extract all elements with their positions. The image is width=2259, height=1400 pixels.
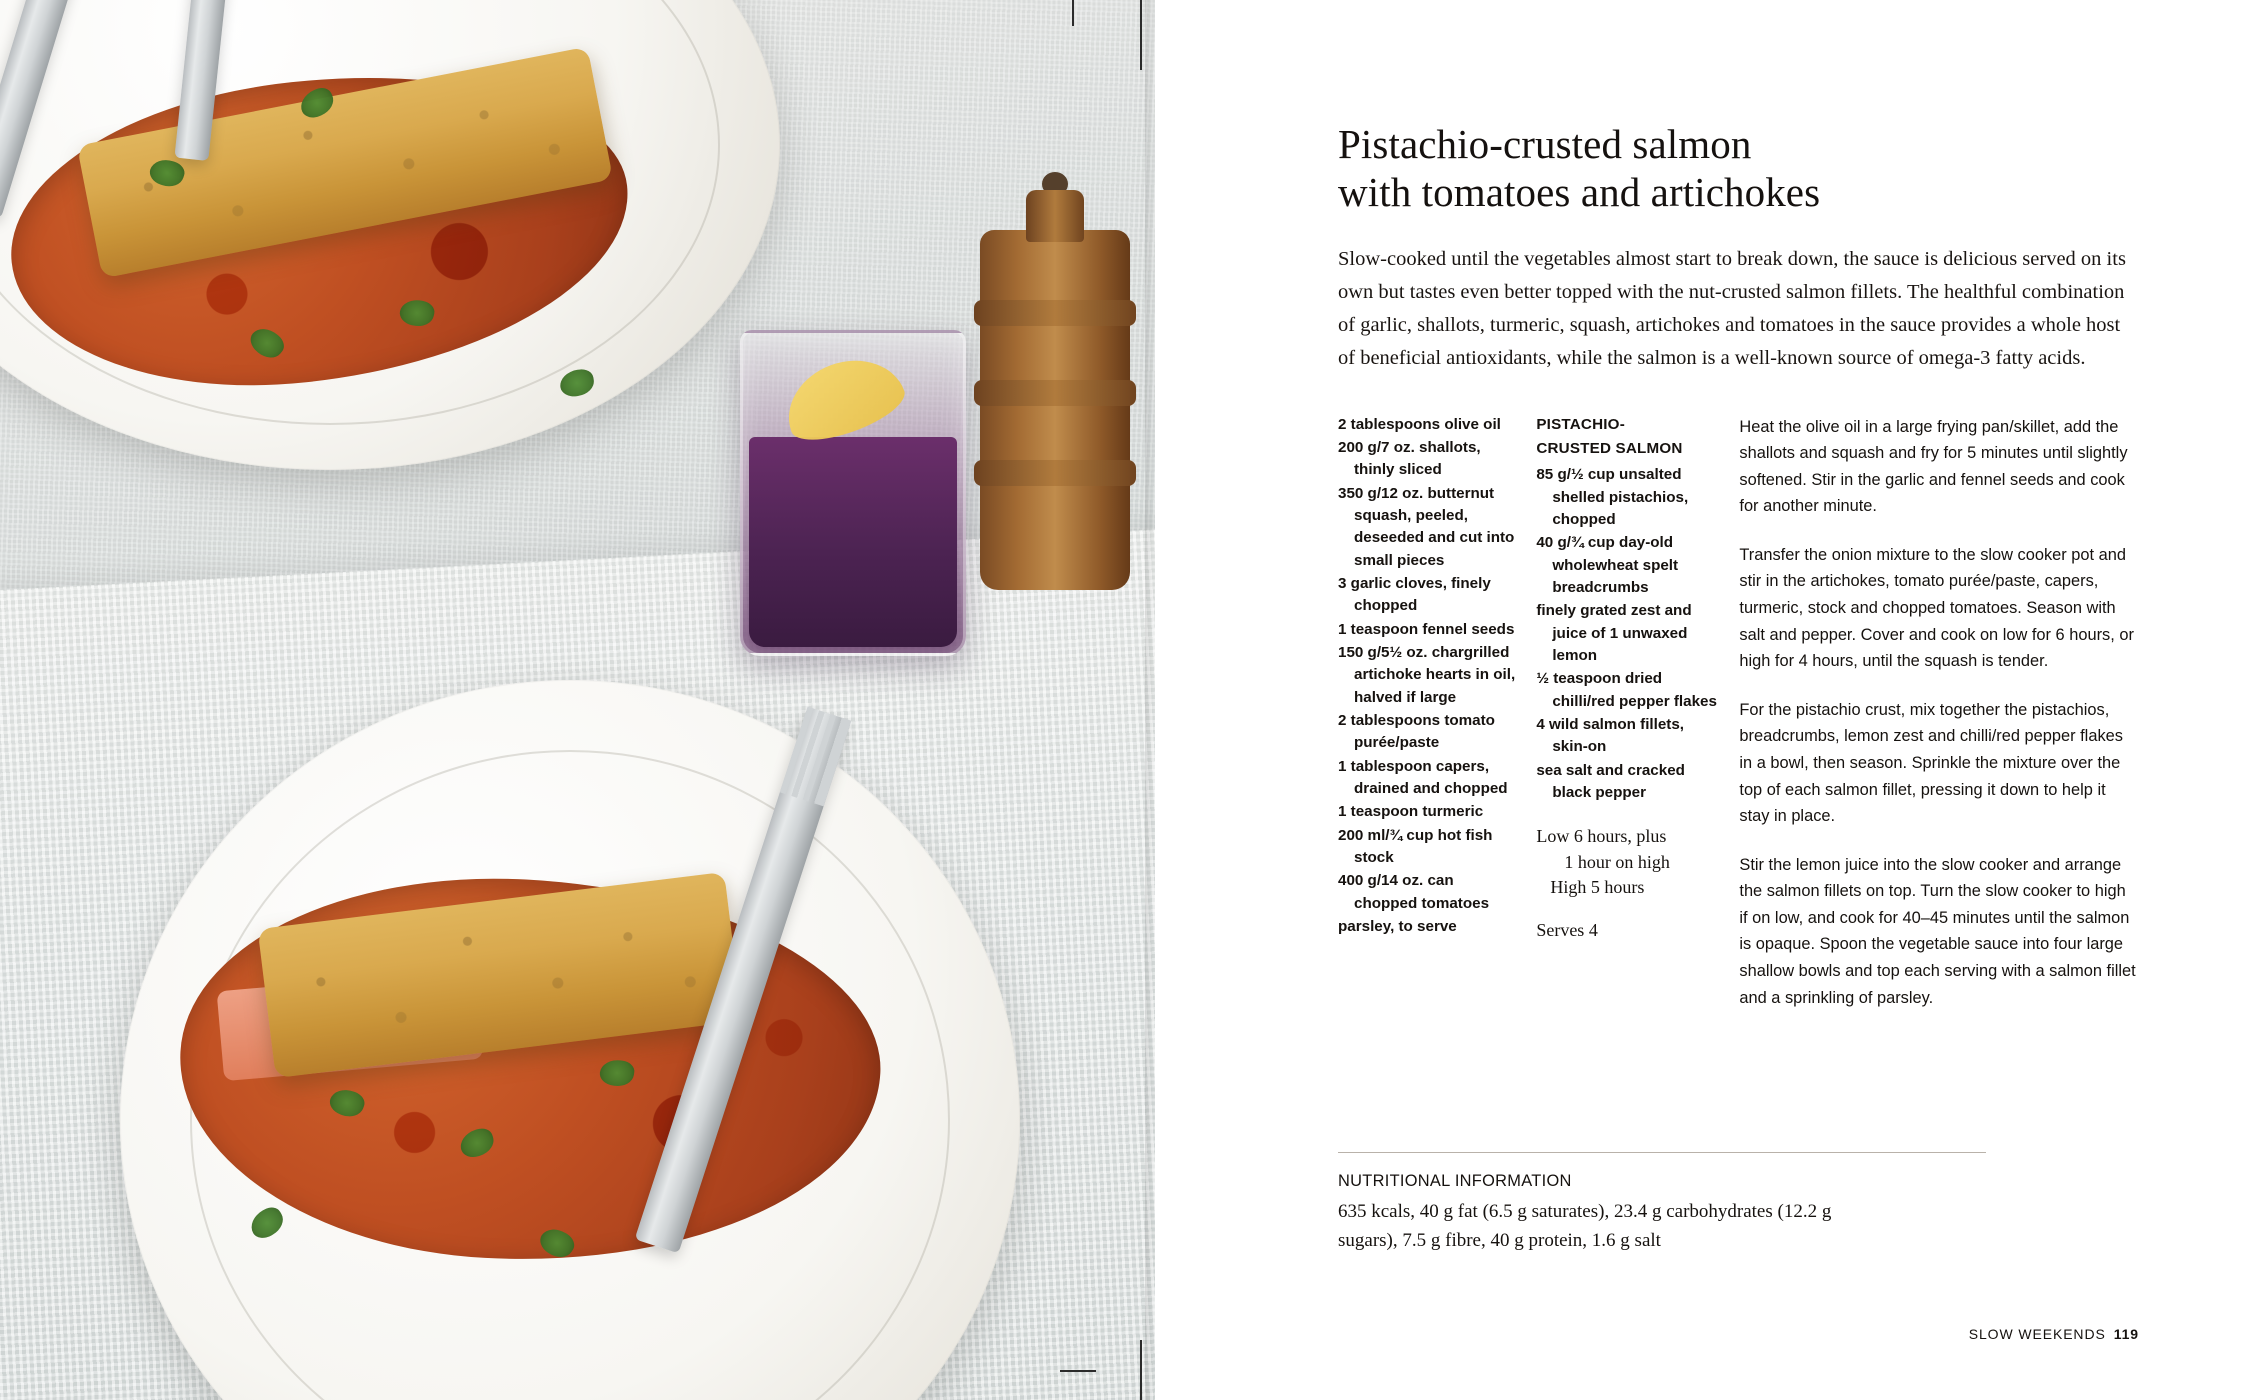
ingredient-item: 2 tablespoons tomato purée/paste <box>1338 712 1495 752</box>
ingredient-item: 3 garlic cloves, finely chopped <box>1338 574 1491 615</box>
nutrition-values: 635 kcals, 40 g fat (6.5 g saturates), 23.4 g carbohydrates (12.2 g sugars), 7.5 g fibre, 40 g protein, 1.6 g salt <box>1338 1201 1832 1251</box>
recipe-content <box>1338 120 2138 1011</box>
crop-mark-bottom <box>1140 1340 1142 1400</box>
crust-heading-line1: PISTACHIO- <box>1536 415 1625 433</box>
recipe-intro: Slow-cooked until the vegetables almost start to break down, the sauce is delicious served on its own but tastes even better topped with the nut-crusted salmon fillets. The healthful combination of garlic, shallots, turmeric, squash, artichokes and tomatoes in the sauce provides a whole host of beneficial antioxidants, while the salmon is a well-known source of omega-3 fatty acids. <box>1338 247 2126 370</box>
nutrition-divider <box>1338 1152 1986 1153</box>
pepper-mill-band <box>974 300 1136 326</box>
glass-contents <box>749 437 957 647</box>
recipe-columns <box>1338 414 2138 1012</box>
lemon-slice <box>775 345 912 452</box>
recipe-title-line1: Pistachio-crusted salmon <box>1338 121 1752 167</box>
pepper-mill-top <box>1026 190 1084 242</box>
recipe-text-page <box>1155 0 2259 1400</box>
crop-mark-top <box>1072 0 1074 26</box>
page-title <box>1338 120 2138 217</box>
method-step: Transfer the onion mixture to the slow cooker pot and stir in the artichokes, tomato purée/paste, capers, turmeric, stock and chopped tomatoes. Season with salt and pepper. Cover and cook on low for 6 hours, or high for 4 hours, until the squash is tender. <box>1739 545 2134 671</box>
pepper-mill-band <box>974 460 1136 486</box>
crust-heading-line2: CRUSTED SALMON <box>1536 439 1683 457</box>
ingredient-item: 350 g/12 oz. butternut squash, peeled, deseeded and cut into small pieces <box>1338 484 1515 569</box>
pepper-mill-band <box>974 380 1136 406</box>
ingredient-item: 40 g/¾ cup day-old wholewheat spelt breadcrumbs <box>1536 534 1679 596</box>
pepper-mill <box>980 230 1130 590</box>
method-step: Heat the olive oil in a large frying pan/skillet, add the shallots and squash and fry for 5 minutes until slightly softened. Stir in the garlic and fennel seeds and cook for another minute. <box>1739 417 2128 516</box>
ingredient-item: parsley, to serve <box>1338 918 1457 936</box>
nutritional-information <box>1338 1172 1858 1256</box>
ingredient-item: finely grated zest and juice of 1 unwaxed lemon <box>1536 602 1692 664</box>
ingredient-item: 1 tablespoon capers, drained and chopped <box>1338 757 1508 798</box>
ingredient-item: 150 g/5½ oz. chargrilled artichoke hearts in oil, halved if large <box>1338 644 1516 706</box>
method-step: Stir the lemon juice into the slow cooker and arrange the salmon fillets on top. Turn the slow cooker to high if on low, and cook for 40–45 minutes until the salmon is opaque. Spoon the vegetable sauce into four large shallow bowls and top each serving with a salmon fillet and a sprinkling of parsley. <box>1739 855 2136 1007</box>
page-gutter-shadow <box>1145 0 1155 1400</box>
method-step: For the pistachio crust, mix together the pistachios, breadcrumbs, lemon zest and chilli/red pepper flakes in a bowl, then season. Sprinkle the mixture over the top of each salmon fillet, pressing it down to help it stay in place. <box>1739 700 2123 826</box>
ingredient-item: 1 teaspoon fennel seeds <box>1338 620 1515 638</box>
recipe-title-line2: with tomatoes and artichokes <box>1338 169 1821 216</box>
chapter-label: SLOW WEEKENDS <box>1968 1326 2106 1342</box>
crop-mark-bottom <box>1060 1370 1096 1372</box>
ingredient-item: 85 g/½ cup unsalted shelled pistachios, chopped <box>1536 466 1689 528</box>
serves-label: Serves 4 <box>1536 919 1598 940</box>
ingredient-item: 1 teaspoon turmeric <box>1338 803 1484 821</box>
ingredient-item: 200 ml/¾ cup hot fish stock <box>1338 826 1493 867</box>
ingredients-main-column <box>1338 414 1536 940</box>
ingredient-item: ½ teaspoon dried chilli/red pepper flakes <box>1536 670 1717 710</box>
ingredient-item: 4 wild salmon fillets, skin-on <box>1536 716 1685 756</box>
nutrition-title: NUTRITIONAL INFORMATION <box>1338 1172 1572 1190</box>
ingredient-item: sea salt and cracked black pepper <box>1536 761 1685 802</box>
ingredient-item: 400 g/14 oz. can chopped tomatoes <box>1338 872 1490 912</box>
cooking-time-line1: Low 6 hours, plus <box>1536 826 1667 847</box>
cooking-time <box>1536 824 1721 900</box>
ingredient-item: 200 g/7 oz. shallots, thinly sliced <box>1338 438 1481 479</box>
cooking-time-line2: 1 hour on high <box>1564 851 1670 872</box>
cooking-time-line3: High 5 hours <box>1550 876 1645 897</box>
ingredient-item: 2 tablespoons olive oil <box>1338 415 1501 433</box>
method-column <box>1739 414 2138 1012</box>
ingredients-crust-column <box>1536 414 1739 959</box>
drinking-glass <box>740 330 966 656</box>
page-footer <box>1969 1326 2139 1342</box>
page-number: 119 <box>2113 1326 2139 1342</box>
crop-mark-top <box>1140 0 1142 70</box>
